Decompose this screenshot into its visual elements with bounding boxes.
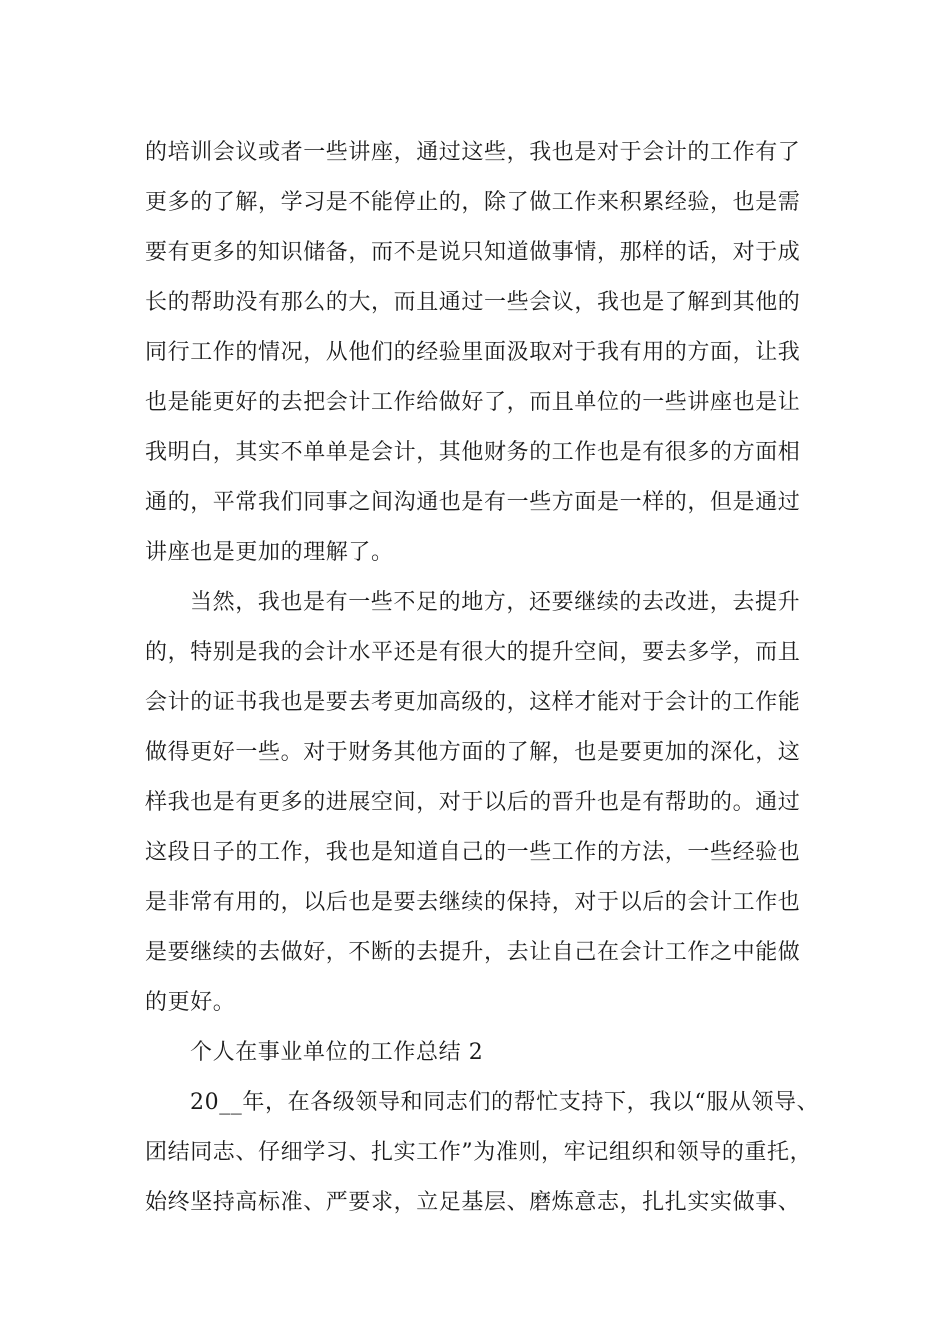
paragraph-line: 是要继续的去做好，不断的去提升，去让自己在会计工作之中能做 xyxy=(145,940,801,965)
paragraph-line: 这段日子的工作，我也是知道自己的一些工作的方法，一些经验也 xyxy=(145,840,801,865)
paragraph-line: 的，特别是我的会计水平还是有很大的提升空间，要去多学，而且 xyxy=(145,640,801,665)
paragraph-line: 是非常有用的，以后也是要去继续的保持，对于以后的会计工作也 xyxy=(145,890,801,915)
paragraph-line: 也是能更好的去把会计工作给做好了，而且单位的一些讲座也是让 xyxy=(145,390,801,415)
paragraph-line: 要有更多的知识储备，而不是说只知道做事情，那样的话，对于成 xyxy=(145,240,801,265)
paragraph-line: 当然，我也是有一些不足的地方，还要继续的去改进，去提升 xyxy=(190,590,801,615)
paragraph-line: 长的帮助没有那么的大，而且通过一些会议，我也是了解到其他的 xyxy=(145,290,801,315)
section-heading xyxy=(145,1028,810,1078)
paragraph-1 xyxy=(145,128,810,578)
paragraph-line: 20__年，在各级领导和同志们的帮忙支持下，我以“服从领导、 xyxy=(190,1090,820,1115)
paragraph-line: 的更好。 xyxy=(145,990,236,1015)
paragraph-line: 通的，平常我们同事之间沟通也是有一些方面是一样的，但是通过 xyxy=(145,490,801,515)
paragraph-line: 样我也是有更多的进展空间，对于以后的晋升也是有帮助的。通过 xyxy=(145,790,801,815)
paragraph-line: 更多的了解，学习是不能停止的，除了做工作来积累经验，也是需 xyxy=(145,190,801,215)
paragraph-line: 会计的证书我也是要去考更加高级的，这样才能对于会计的工作能 xyxy=(145,690,801,715)
paragraph-2 xyxy=(145,578,810,1028)
paragraph-3 xyxy=(145,1078,820,1228)
paragraph-line: 同行工作的情况，从他们的经验里面汲取对于我有用的方面，让我 xyxy=(145,340,801,365)
paragraph-line: 我明白，其实不单单是会计，其他财务的工作也是有很多的方面相 xyxy=(145,440,801,465)
heading-line: 个人在事业单位的工作总结 2 xyxy=(190,1040,484,1065)
paragraph-line: 讲座也是更加的理解了。 xyxy=(145,540,394,565)
paragraph-line: 团结同志、仔细学习、扎实工作”为准则，牢记组织和领导的重托， xyxy=(145,1140,813,1165)
paragraph-line: 做得更好一些。对于财务其他方面的了解，也是要更加的深化，这 xyxy=(145,740,801,765)
paragraph-line: 的培训会议或者一些讲座，通过这些，我也是对于会计的工作有了 xyxy=(145,140,801,165)
paragraph-line: 始终坚持高标准、严要求，立足基层、磨炼意志，扎扎实实做事、 xyxy=(145,1190,801,1215)
